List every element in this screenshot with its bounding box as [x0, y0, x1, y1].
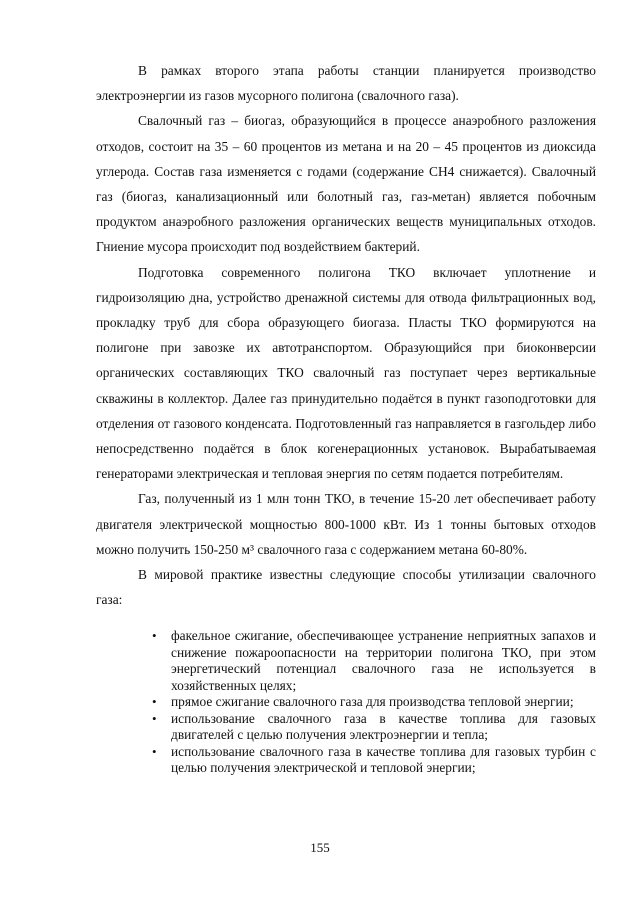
list-item [96, 711, 596, 744]
bullet-icon: • [152, 694, 157, 710]
page-body [96, 58, 596, 777]
list-item-text: факельное сжигание, обеспечивающее устранение неприятных запахов и снижение пожароопасности на территории полигона ТКО, при этом энергетический потенциал свалочного газа не используется в хозяйственных целях; [171, 628, 596, 693]
list-item [96, 744, 596, 777]
page-number: 155 [310, 840, 330, 855]
list-item-text: прямое сжигание свалочного газа для производства тепловой энергии; [171, 694, 574, 710]
paragraph: В рамках второго этапа работы станции планируется производство электроэнергии из газов мусорного полигона (свалочного газа). [96, 63, 596, 104]
list-item-text: использование свалочного газа в качестве топлива для газовых турбин с целью получения электрической и тепловой энергии; [171, 743, 596, 776]
paragraph: Газ, полученный из 1 млн тонн ТКО, в течение 15-20 лет обеспечивает работу двигателя электрической мощностью 800-1000 кВт. Из 1 тонны бытовых отходов можно получить 150-250 м³ свалочного газа с содержанием метана 60-80%. [96, 491, 596, 557]
bullet-icon: • [152, 710, 157, 726]
paragraph: В мировой практике известны следующие способы утилизации свалочного газа: [96, 567, 596, 608]
paragraph: Свалочный газ – биогаз, образующийся в процессе анаэробного разложения отходов, состоит на 35 – 60 процентов из метана и на 20 – 45 процентов из диоксида углерода. Состав газа изменяется с годами (содержание CH4 снижается). Свалочный газ (биогаз, канализационный или болотный газ, газ-метан) является побочным продуктом анаэробного разложения органических веществ муниципальных отходов. Гниение мусора происходит под воздействием бактерий. [96, 113, 596, 255]
paragraph: Подготовка современного полигона ТКО включает уплотнение и гидроизоляцию дна, устройство дренажной системы для отвода фильтрационных вод, прокладку труб для сбора образующего биогаза. Пласты ТКО формируются на полигоне при завозке их автотранспортом. Образующийся при биоконверсии органических составляющих ТКО свалочный газ поступает через вертикальные скважины в коллектор. Далее газ принудительно подаётся в пункт газоподготовки для отделения от газового конденсата. Подготовленный газ направляется в газгольдер либо непосредственно подаётся в блок когенерационных установок. Вырабатываемая генераторами электрическая и тепловая энергия по сетям подается потребителям. [96, 264, 596, 482]
list-item-text: использование свалочного газа в качестве топлива для газовых двигателей с целью получения электроэнергии и тепла; [171, 710, 596, 743]
bullet-icon: • [152, 628, 157, 644]
bullet-list [96, 628, 596, 777]
list-item [96, 694, 596, 711]
list-item [96, 628, 596, 694]
bullet-icon: • [152, 743, 157, 759]
